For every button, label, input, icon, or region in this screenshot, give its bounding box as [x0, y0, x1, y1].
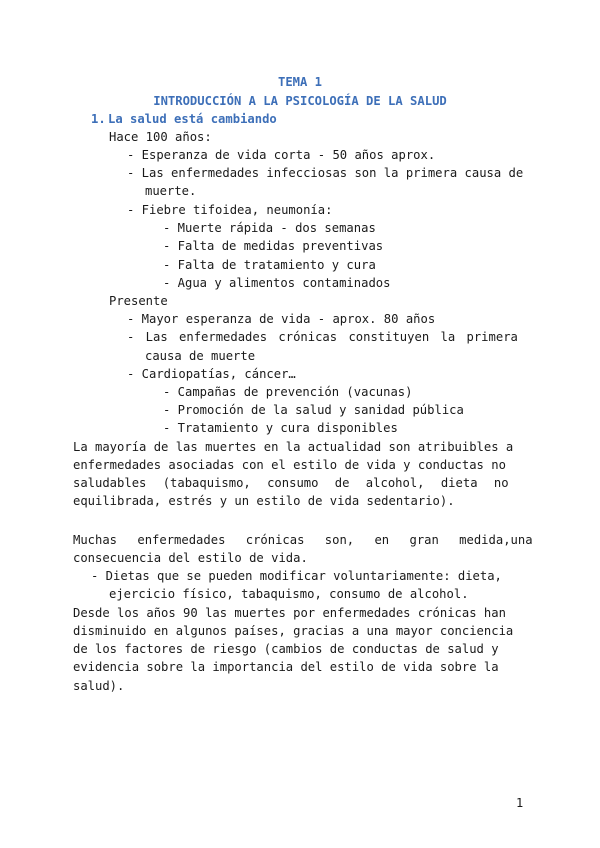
- list-item: - Las enfermedades crónicas constituyen la primera: [127, 330, 518, 344]
- list-item-text: - Las enfermedades infecciosas son la primera causa de: [127, 166, 524, 180]
- paragraph-line: La mayoría de las muertes en la actualidad son atribuibles a: [73, 440, 514, 454]
- paragraph-line: Muchas enfermedades crónicas son, en gran medida,una: [73, 533, 533, 547]
- list-item: - Esperanza de vida corta - 50 años aprox.: [127, 148, 436, 162]
- sub-list-item: - Falta de tratamiento y cura: [163, 258, 376, 272]
- paragraph-line: Desde los años 90 las muertes por enfermedades crónicas han: [73, 606, 506, 620]
- sub-list-item: - Campañas de prevención (vacunas): [163, 385, 413, 399]
- list-item: - Mayor esperanza de vida - aprox. 80 años: [127, 312, 436, 326]
- paragraph-line: disminuido en algunos países, gracias a una mayor conciencia: [73, 624, 514, 638]
- sub-list-item: - Muerte rápida - dos semanas: [163, 221, 376, 235]
- paragraph-line: enfermedades asociadas con el estilo de vida y conductas no: [73, 458, 506, 472]
- page-title: INTRODUCCIÓN A LA PSICOLOGÍA DE LA SALUD: [153, 94, 447, 108]
- subheading-present: Presente: [109, 294, 168, 308]
- list-item-continuation: muerte.: [145, 184, 197, 198]
- page-number: 1: [516, 796, 524, 810]
- sub-list-item: - Agua y alimentos contaminados: [163, 276, 391, 290]
- subheading-past: Hace 100 años:: [109, 130, 212, 144]
- list-item-continuation: causa de muerte: [145, 349, 256, 363]
- section-number: 1.: [91, 112, 106, 126]
- paragraph-line: equilibrada, estrés y un estilo de vida sedentario).: [73, 494, 455, 508]
- list-item: - Fiebre tifoidea, neumonía:: [127, 203, 333, 217]
- paragraph-line: salud).: [73, 679, 125, 693]
- list-item: [127, 164, 526, 182]
- sub-list-item: - Tratamiento y cura disponibles: [163, 421, 398, 435]
- paragraph-line: saludables (tabaquismo, consumo de alcohol, dieta no: [73, 476, 509, 490]
- list-item: - Cardiopatías, cáncer…: [127, 367, 296, 381]
- section-title: La salud está cambiando: [108, 112, 277, 126]
- paragraph-line: de los factores de riesgo (cambios de conductas de salud y: [73, 642, 499, 656]
- list-item: - Dietas que se pueden modificar voluntariamente: dieta,: [91, 569, 502, 583]
- list-item-continuation: ejercicio físico, tabaquismo, consumo de alcohol.: [109, 587, 469, 601]
- sub-list-item: - Promoción de la salud y sanidad pública: [163, 403, 464, 417]
- paragraph-line: evidencia sobre la importancia del estilo de vida sobre la: [73, 660, 499, 674]
- sub-list-item: - Falta de medidas preventivas: [163, 239, 384, 253]
- topic-label: TEMA 1: [277, 75, 323, 89]
- paragraph-line: consecuencia del estilo de vida.: [73, 551, 308, 565]
